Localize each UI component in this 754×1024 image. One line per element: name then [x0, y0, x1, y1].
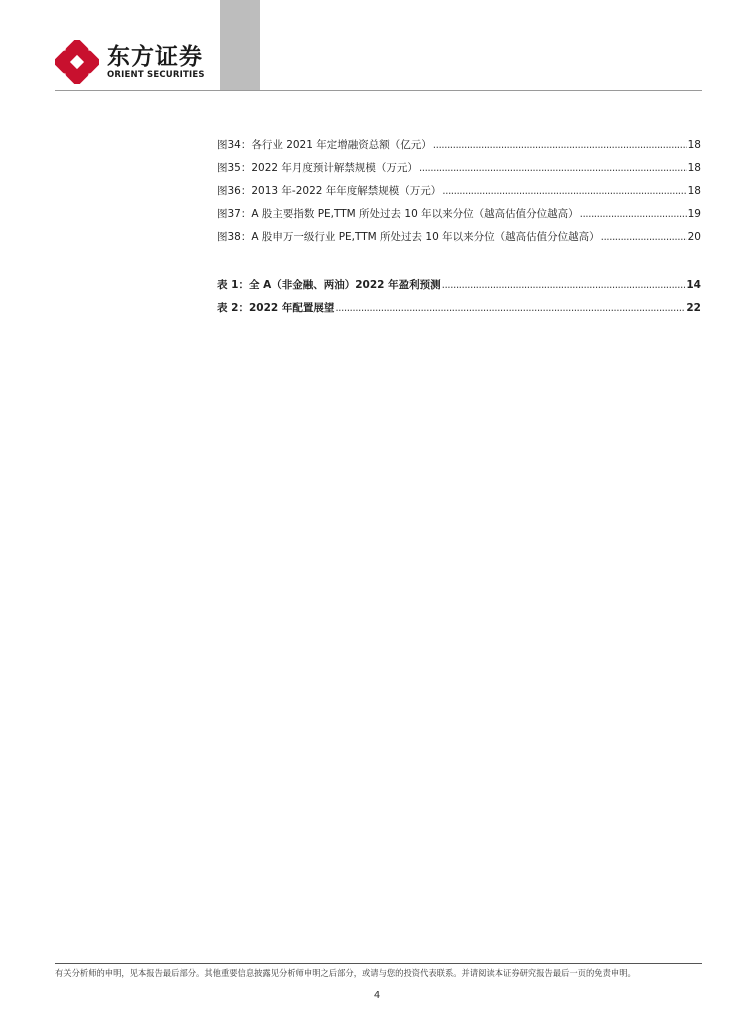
toc-entry-label: 表 1：全 A（非金融、两油）2022 年盈利预测	[217, 279, 441, 291]
company-logo	[55, 40, 205, 84]
logo-english-name: ORIENT SECURITIES	[107, 69, 205, 80]
toc-leader-dots	[601, 230, 687, 244]
toc-entry-page: 14	[686, 279, 701, 291]
footer-divider	[55, 963, 702, 964]
toc-leader-dots	[580, 207, 687, 221]
orient-logo-icon	[55, 40, 99, 84]
toc-entry-page: 18	[687, 162, 701, 174]
toc-entry-page: 18	[687, 185, 701, 197]
toc-entry-label: 图36：2013 年-2022 年年度解禁规模（万元）	[217, 185, 442, 197]
toc-entry-label: 图38：A 股申万一级行业 PE,TTM 所处过去 10 年以来分位（越高估值分位越高）	[217, 231, 600, 243]
footer-disclaimer: 有关分析师的申明，见本报告最后部分。其他重要信息披露见分析师申明之后部分，或请与您的投资代表联系。并请阅读本证券研究报告最后一页的免责申明。	[55, 968, 636, 978]
toc-entry-figure-38[interactable]	[217, 228, 701, 244]
toc-leader-dots	[442, 278, 686, 292]
toc-entry-page: 19	[687, 208, 701, 220]
page-header	[0, 0, 754, 92]
toc-entry-label: 图37：A 股主要指数 PE,TTM 所处过去 10 年以来分位（越高估值分位越高）	[217, 208, 579, 220]
toc-entry-figure-35[interactable]	[217, 159, 701, 175]
toc-entry-label: 图34：各行业 2021 年定增融资总额（亿元）	[217, 139, 432, 151]
toc-entry-figure-36[interactable]	[217, 182, 701, 198]
toc-entry-figure-37[interactable]	[217, 205, 701, 221]
header-gray-bar	[220, 0, 260, 90]
toc-entry-label: 表 2：2022 年配置展望	[217, 302, 335, 314]
toc-entry-label: 图35：2022 年月度预计解禁规模（万元）	[217, 162, 418, 174]
toc-entry-table-1[interactable]	[217, 276, 701, 292]
toc-entry-page: 22	[686, 302, 701, 314]
toc-entry-page: 18	[687, 139, 701, 151]
toc-entry-table-2[interactable]	[217, 299, 701, 315]
toc-entry-figure-34[interactable]	[217, 136, 701, 152]
logo-chinese-name: 东方证券	[107, 43, 203, 70]
toc-leader-dots	[335, 301, 685, 315]
header-divider	[55, 90, 702, 91]
toc-leader-dots	[419, 161, 687, 175]
toc-leader-dots	[433, 138, 687, 152]
page-number: 4	[373, 990, 381, 1001]
toc-leader-dots	[442, 184, 686, 198]
toc-entry-page: 20	[687, 231, 701, 243]
